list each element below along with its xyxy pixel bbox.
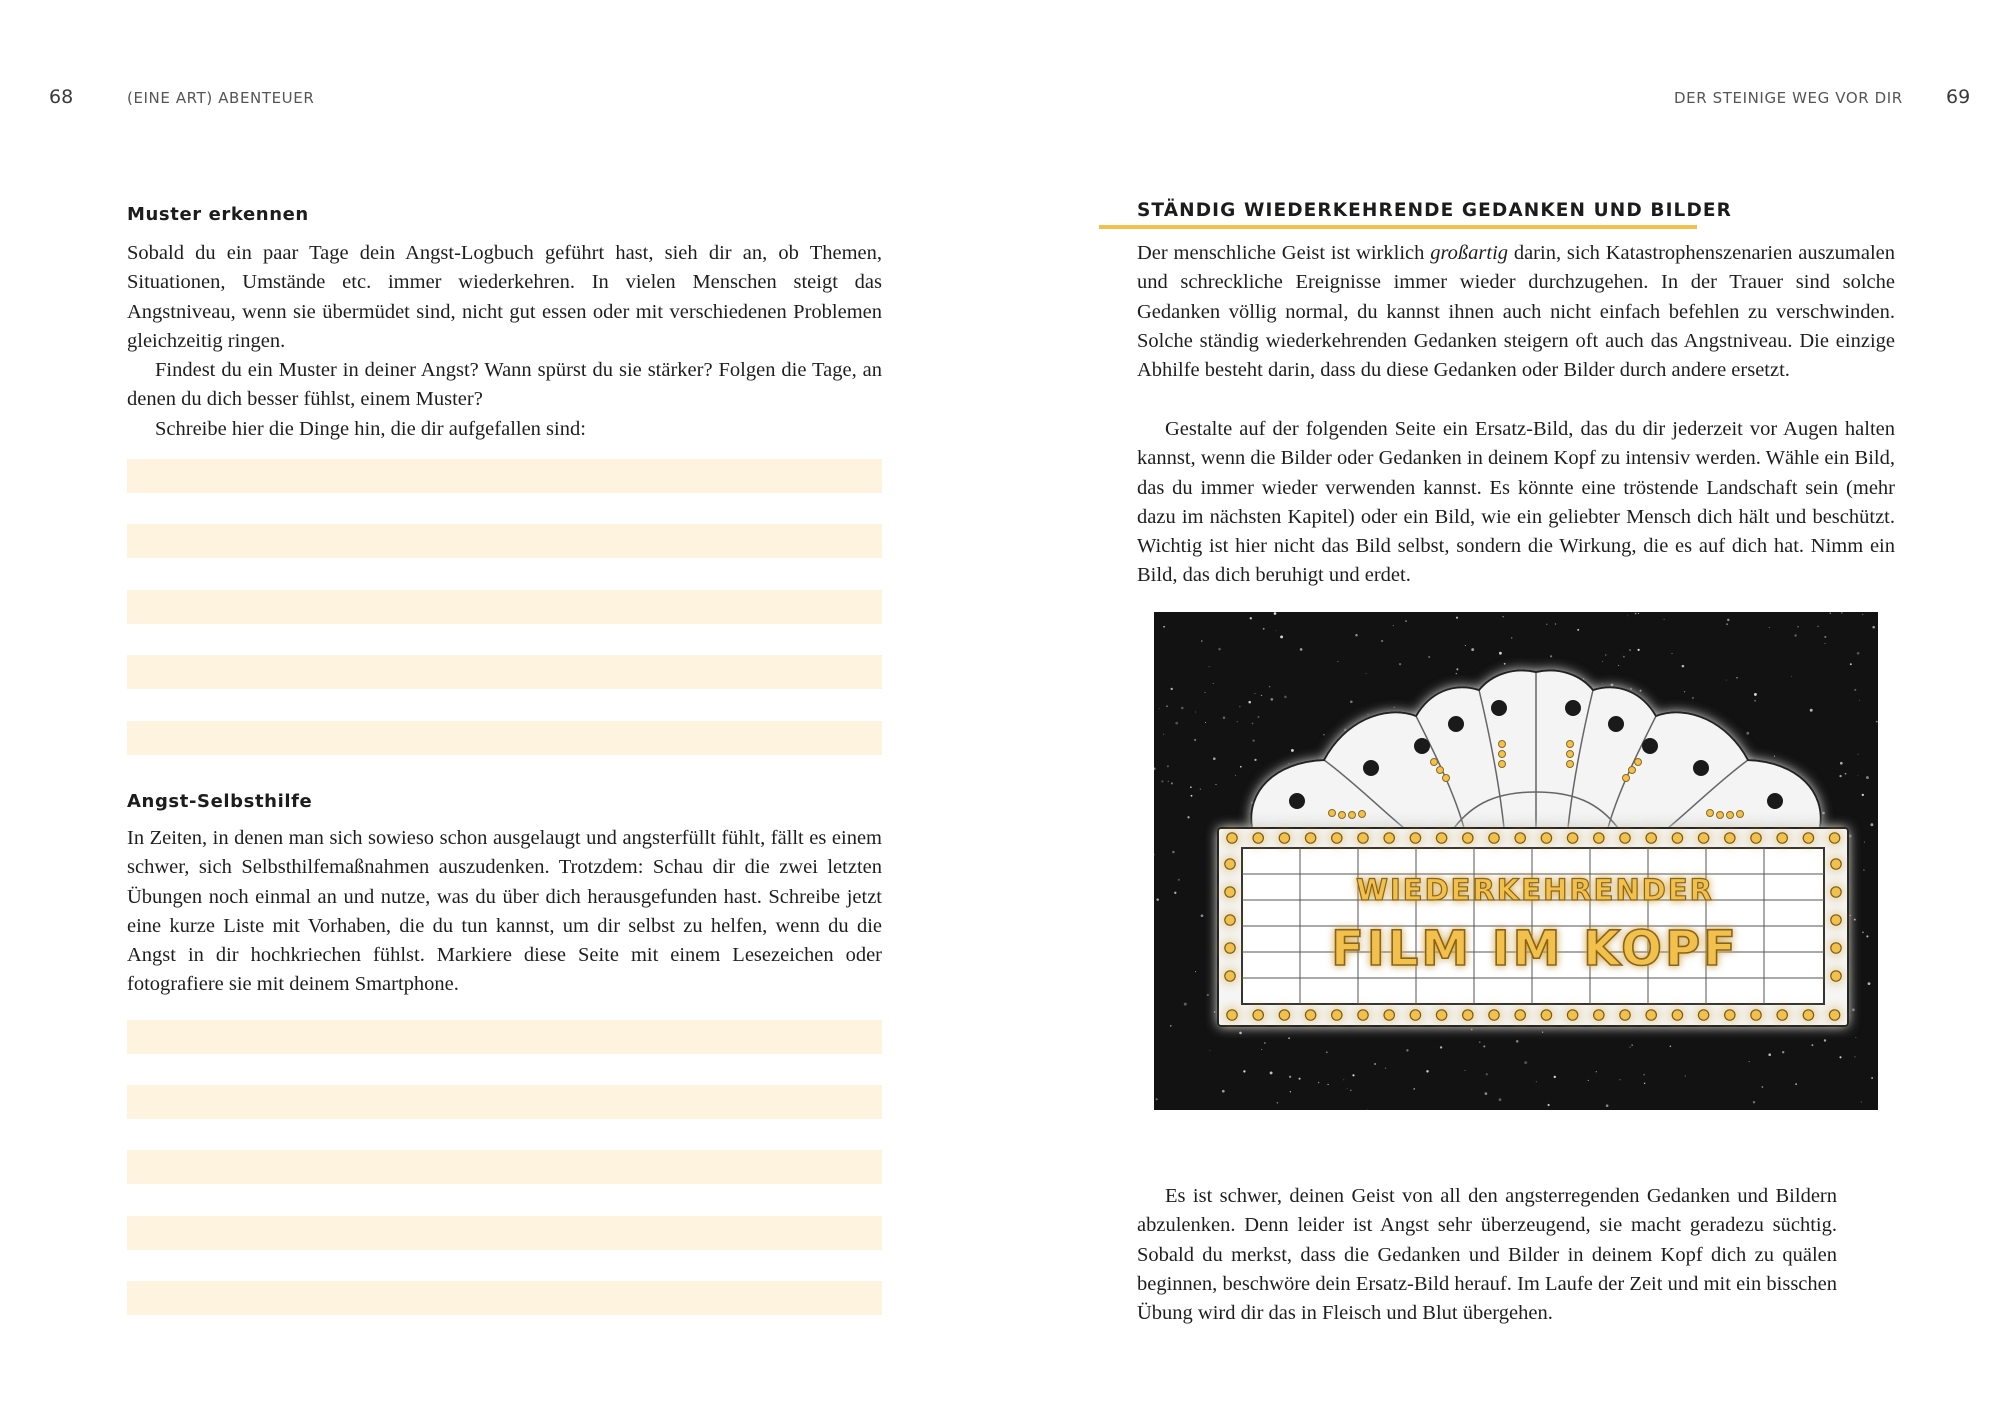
star [1753,1101,1755,1103]
star [1754,693,1757,696]
star [1629,1047,1630,1048]
star [1629,649,1631,651]
marquee-bulb [1698,1010,1708,1020]
marquee-bulb [1620,833,1630,843]
star [1791,676,1792,677]
star [1736,677,1738,679]
writing-line[interactable] [127,590,882,624]
star [1866,935,1868,937]
marquee-bulb [1541,833,1551,843]
star [1548,1104,1550,1106]
star [1171,688,1173,690]
marquee-bulb [1305,833,1315,843]
star [1619,1079,1620,1080]
star [1213,757,1216,760]
star [1368,714,1369,715]
star [1209,666,1210,667]
star [1854,1056,1855,1057]
star [1300,648,1303,651]
star [1428,656,1430,658]
star [1167,765,1169,767]
star [1195,711,1196,712]
star [1602,661,1603,662]
star [1863,869,1865,871]
star [1252,723,1254,725]
star [1769,627,1770,628]
paragraph-right-2: Gestalte auf der folgenden Seite ein Ersatz-Bild, das du dir jederzeit vor Augen halten kannst, wenn die Bilder oder Gedanken in deinem Kopf zu intensiv werden. Wähle ein Bild, das du immer wieder verwenden kannst. Es könnte eine tröstende Landschaft sein (mehr dazu im nächsten Kapitel) oder ein Bild, wie ein geliebter Mensch dich hält und beschützt. Wichtig ist hier nicht das Bild selbst, sondern die Wirkung, die es auf dich hat. Nimm ein Bild, das dich beruhigt und erdet. [1137,418,1895,587]
star [1876,721,1878,723]
star [1263,628,1265,630]
star [1270,1071,1273,1074]
star [1859,700,1860,701]
star [1854,689,1856,691]
star [1205,692,1206,693]
star [1861,1101,1862,1102]
marquee-bulb [1777,833,1787,843]
star [1866,776,1869,779]
star [1426,1070,1428,1072]
marquee-bulb [1384,1010,1394,1020]
star [1486,1073,1488,1075]
star [1214,1011,1216,1013]
paragraph-muster-2: Findest du ein Muster in deiner Angst? Wann spürst du sie stärker? Folgen die Tage, an denen du dich besser fühlst, einem Muster? [127,359,882,411]
star [1172,851,1175,854]
star [1822,812,1825,815]
star [1367,1109,1368,1110]
star [1829,612,1831,614]
star [1840,762,1843,765]
star [1393,625,1394,626]
star [1258,716,1260,718]
page-number-left: 68 [49,86,74,108]
star [1670,1046,1672,1048]
marquee-bulb [1225,943,1235,953]
star [1374,1063,1376,1065]
marquee-bulb [1829,1010,1839,1020]
marquee-bulb [1541,1010,1551,1020]
star [1337,661,1338,662]
star [1399,663,1401,665]
star [1550,655,1552,657]
star [1631,1044,1632,1045]
star [1269,686,1271,688]
star [1347,1088,1348,1089]
star [1824,1039,1826,1041]
star [1213,683,1214,684]
star [1810,709,1813,712]
star [1184,1003,1187,1006]
marquee-bulb [1305,1010,1315,1020]
star [1456,617,1458,619]
paragraph-muster-1: Sobald du ein paar Tage dein Angst-Logbuch geführt hast, sieh dir an, ob Themen, Situationen, Umstände etc. immer wiederkehren. In vielen Menschen steigt das Angstniveau, wenn sie übermüdet sind, nicht gut essen oder mit verschiedenen Problemen gleichzeitig ringen. [127,242,882,352]
star [1850,663,1852,665]
star [1554,1076,1556,1078]
marquee-bulb [1831,915,1841,925]
star [1181,707,1184,710]
star [1156,898,1159,901]
star [1252,739,1254,741]
star [1726,623,1728,625]
star [1355,634,1357,636]
star [1746,732,1749,735]
star [1440,1046,1442,1048]
star [1516,1040,1519,1043]
star [1602,683,1603,684]
star [1849,835,1852,838]
marquee-bulb [1358,833,1368,843]
marquee-bulb [1253,833,1263,843]
paragraph-muster-3: Schreibe hier die Dinge hin, die dir aufgefallen sind: [155,418,586,440]
star [1577,629,1579,631]
star [1685,1076,1686,1077]
marquee-bulb [1594,833,1604,843]
star [1795,1083,1797,1085]
marquee-bulb [1332,833,1342,843]
star [1201,640,1203,642]
star [1163,626,1165,628]
star [1239,1032,1242,1035]
star [1774,756,1775,757]
star [1207,994,1209,996]
star [1261,695,1262,696]
marquee-bulb [1567,1010,1577,1020]
marquee-bulb [1332,1010,1342,1020]
writing-line[interactable] [127,1020,882,1054]
star [1762,1086,1764,1088]
paragraph-selbsthilfe: In Zeiten, in denen man sich sowieso schon ausgelaugt und angsterfüllt fühlt, fällt es einem schwer, sich Selbsthilfemaßnahmen auszudenken. Trotzdem: Schau dir die zwei letzten Übungen noch einmal an und nutze, was du über dich herausgefunden hast. Schreibe jetzt eine kurze Liste mit Vorhaben, die du tun kannst, um dir selbst zu helfen, wenn du die Angst in dir hochkriechen fühlst. Markiere diese Seite mit einem Lesezeichen oder fotografiere sie mit deinem Smartphone. [127,827,882,996]
paragraph-right-1-rest: darin, sich Katastrophenszenarien auszumalen und schreckliche Ereignisse immer wieder durchzugehen. In der Trauer sind solche Gedanken völlig normal, du kannst ihnen auch nicht einfach befehlen zu verschwinden. Solche ständig wiederkehrenden Gedanken steigern oft auch das Angstniveau. Die einzige Abhilfe besteht darin, dass du diese Gedanken oder Bilder durch andere ersetzt. [1137,242,1895,382]
star [1664,619,1665,620]
star [1222,1090,1225,1093]
marquee-bulb [1646,833,1656,843]
section-title: STÄNDIG WIEDERKEHRENDE GEDANKEN UND BILDER [1137,200,1732,221]
star [1623,656,1625,658]
star [1754,700,1756,702]
star [1240,766,1242,768]
marquee-bulb [1358,1010,1368,1020]
marquee-bulb [1225,859,1235,869]
marquee-bulb [1225,887,1235,897]
marquee-bulb [1672,1010,1682,1020]
writing-line[interactable] [127,655,882,689]
title-underline [1099,225,1697,229]
star [1174,892,1176,894]
star [1326,1051,1328,1053]
paragraph-right-1-start: Der menschliche Geist ist wirklich [1137,242,1431,264]
star [1201,914,1204,917]
star [1596,1071,1597,1072]
page-number-right: 69 [1946,86,1971,108]
star [1218,648,1221,651]
star [1864,842,1865,843]
marquee-line-2: FILM IM KOPF [1331,921,1739,977]
star [1872,626,1875,629]
marquee-bulb [1515,833,1525,843]
star [1209,1050,1210,1051]
star [1499,1098,1502,1101]
writing-line[interactable] [127,1150,882,1184]
star [1504,663,1506,665]
star [1171,782,1173,784]
star [1350,700,1353,703]
paragraph-right-1 [1137,239,1895,385]
marquee-bulb [1463,833,1473,843]
star [1288,763,1289,764]
marquee-bulb [1410,833,1420,843]
star [1546,624,1547,625]
marquee-bulb [1436,1010,1446,1020]
star [1606,1104,1609,1107]
marquee-bulb [1225,915,1235,925]
star [1611,684,1614,687]
star [1511,637,1512,638]
star [1280,635,1283,638]
marquee-bulb [1253,1010,1263,1020]
star [1284,696,1287,699]
star [1394,707,1395,708]
star [1366,673,1367,674]
star [1456,668,1458,670]
marquee-bulb [1279,833,1289,843]
marquee-bulb [1227,1010,1237,1020]
writing-line[interactable] [127,721,882,755]
star [1782,1051,1784,1053]
star [1588,1080,1589,1081]
star [1727,619,1730,622]
marquee-bulb [1463,1010,1473,1020]
star [1235,775,1236,776]
star [1195,971,1196,972]
star [1824,636,1826,638]
star [1223,716,1226,719]
star [1200,788,1201,789]
star [1630,688,1632,690]
star [1405,620,1406,621]
marquee-bulb [1489,1010,1499,1020]
star [1194,739,1196,741]
star [1841,612,1843,614]
star [1503,616,1504,617]
star [1605,654,1607,656]
marquee-bulb [1646,1010,1656,1020]
star [1692,697,1694,699]
star [1618,665,1619,666]
star [1318,1082,1320,1084]
star [1456,673,1457,674]
star [1406,1049,1408,1051]
star [1289,1076,1291,1078]
star [1555,623,1557,625]
star [1327,1084,1328,1085]
star [1178,879,1180,881]
marquee-bulb [1384,833,1394,843]
marquee-bulb [1489,833,1499,843]
star [1536,1081,1537,1082]
star [1857,652,1860,655]
star [1817,626,1819,628]
star [1381,640,1383,642]
star [1276,630,1277,631]
star [1159,708,1160,709]
star [1644,1083,1645,1084]
star [1682,665,1685,668]
star [1261,1049,1262,1050]
star [1254,693,1255,694]
star [1471,1029,1473,1031]
star [1856,1037,1857,1038]
star [1323,734,1325,736]
star [1156,1098,1158,1100]
marquee-bulb [1594,1010,1604,1020]
star [1350,1090,1352,1092]
star [1343,1079,1344,1080]
star [1868,982,1871,985]
marquee-bulb [1515,1010,1525,1020]
marquee-bulb [1831,971,1841,981]
star [1839,775,1841,777]
star [1413,1088,1415,1090]
marquee-bulb [1777,1010,1787,1020]
star [1870,823,1873,826]
star [1190,786,1192,788]
star [1485,1092,1488,1095]
star [1205,722,1206,723]
marquee-bulb [1831,943,1841,953]
heading-muster-erkennen: Muster erkennen [127,204,309,225]
star [1768,1053,1771,1056]
writing-line[interactable] [127,524,882,558]
running-head-left: (EINE ART) ABENTEUER [127,89,315,107]
marquee-bulb [1751,833,1761,843]
marquee-bulb [1279,1010,1289,1020]
star [1479,1041,1481,1043]
star [1644,1074,1645,1075]
star [1187,816,1189,818]
star [1794,634,1796,636]
star [1825,643,1826,644]
star [1239,706,1240,707]
cinema-marquee-illustration [1154,612,1878,1110]
marquee-bulb [1831,887,1841,897]
marquee-bulb [1410,1010,1420,1020]
star [1637,649,1639,651]
star [1250,617,1252,619]
star [1542,1032,1543,1033]
star [1684,691,1685,692]
star [1852,1008,1855,1011]
star [1248,701,1251,704]
star [1839,1056,1841,1058]
star [1749,1061,1750,1062]
marquee-bulb [1225,971,1235,981]
star [1862,931,1864,933]
star [1274,612,1277,615]
star [1352,1074,1354,1076]
star [1499,652,1502,655]
star [1270,698,1273,701]
star [1191,795,1193,797]
marquee-bulb [1751,1010,1761,1020]
star [1161,780,1163,782]
marquee-bulb [1803,833,1813,843]
marquee-bulb [1831,859,1841,869]
star [1635,613,1637,615]
star [1254,759,1256,761]
writing-line[interactable] [127,1085,882,1119]
star [1299,1078,1301,1080]
star [1726,680,1727,681]
paragraph-right-3: Es ist schwer, deinen Geist von all den angsterregenden Gedanken und Bildern abzulenken. Denn leider ist Angst sehr überzeugend, sie macht geradezu süchtig. Sobald du merkst, dass die Gedanken und Bilder in deinem Kopf dich zu quälen beginnen, beschwöre dein Ersatz-Bild herauf. Im Laufe der Zeit und mit ein bisschen Übung wird dir das in Fleisch und Blut übergehen. [1137,1185,1837,1325]
star [1811,1044,1813,1046]
star [1857,754,1858,755]
star [1237,721,1238,722]
star [1845,773,1847,775]
writing-line[interactable] [127,1216,882,1250]
star [1862,614,1863,615]
marquee-bulb [1672,833,1682,843]
star [1464,1070,1465,1071]
star [1264,1042,1266,1044]
star [1483,1045,1485,1047]
marquee-bulb [1567,833,1577,843]
running-head-right: DER STEINIGE WEG VOR DIR [1674,89,1903,107]
star [1639,690,1641,692]
star [1243,1070,1245,1072]
star [1465,645,1466,646]
star [1857,775,1858,776]
star [1849,915,1851,917]
star [1627,615,1628,616]
star [1871,1077,1873,1079]
star [1291,749,1294,752]
star [1166,705,1168,707]
marquee-bulb [1829,833,1839,843]
marquee-bulb [1725,1010,1735,1020]
star [1672,653,1673,654]
star [1638,613,1639,614]
star [1854,919,1856,921]
star [1524,1061,1527,1064]
star [1215,784,1216,785]
star [1163,734,1164,735]
star [1797,626,1798,627]
marquee-bulb [1620,1010,1630,1020]
heading-angst-selbsthilfe: Angst-Selbsthilfe [127,791,313,812]
emphasis-grossartig: großartig [1430,242,1509,264]
marquee-bulb [1803,1010,1813,1020]
writing-line[interactable] [127,1281,882,1315]
marquee-bulb [1436,833,1446,843]
marquee-bulb [1698,833,1708,843]
marquee-bulb [1725,833,1735,843]
star [1277,1102,1279,1104]
star [1471,648,1474,651]
star [1168,781,1169,782]
star [1175,722,1178,725]
writing-line[interactable] [127,459,882,493]
star [1290,1091,1291,1092]
star [1862,794,1864,796]
star [1288,1037,1290,1039]
star [1385,1067,1386,1068]
marquee-bulb [1227,833,1237,843]
star [1170,1025,1171,1026]
marquee-line-1: WIEDERKEHRENDER [1356,873,1714,907]
